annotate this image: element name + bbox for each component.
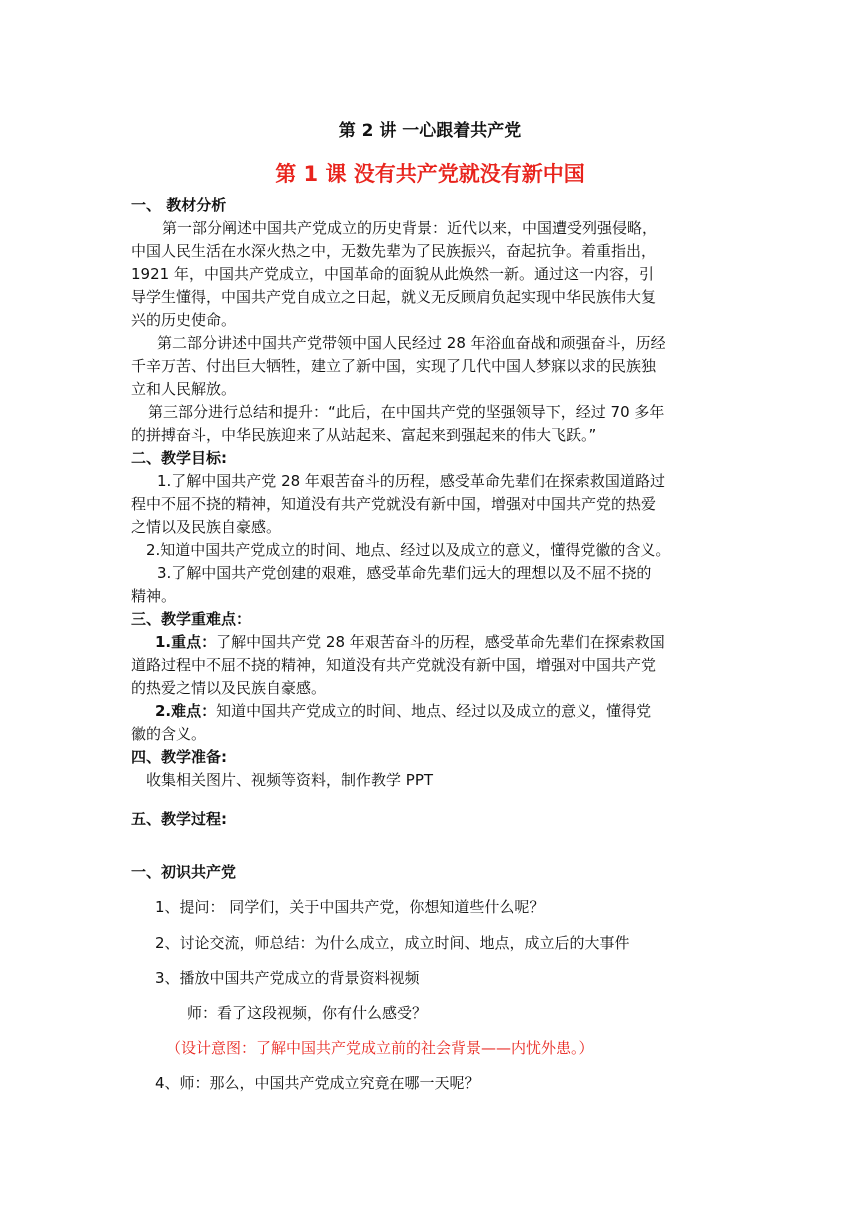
paragraph-line: 程中不屈不挠的精神，知道没有共产党就没有新中国，增强对中国共产党的热爱 (131, 495, 657, 513)
step-line: 3、播放中国共产党成立的背景资料视频 (155, 969, 420, 987)
lesson-title: 第 1 课 没有共产党就没有新中国 (275, 162, 585, 186)
paragraph-line: 1921 年，中国共产党成立，中国革命的面貌从此焕然一新。通过这一内容，引 (131, 265, 654, 283)
step-line: 2、讨论交流，师总结：为什么成立，成立时间、地点，成立后的大事件 (155, 934, 630, 952)
paragraph-line: 徽的含义。 (131, 725, 207, 743)
paragraph-line (155, 631, 755, 653)
paragraph-line: 立和人民解放。 (131, 380, 237, 398)
step-line: 4、师：那么，中国共产党成立究竟在哪一天呢？ (155, 1074, 480, 1092)
difficult-point-text: 知道中国共产党成立的时间、地点、经过以及成立的意义，懂得党 (216, 702, 652, 720)
paragraph-line: 兴的历史使命。 (131, 311, 237, 329)
step-line: 1、提问： 同学们，关于中国共产党，你想知道些什么呢？ (155, 898, 545, 916)
paragraph-line: 精神。 (131, 587, 177, 605)
paragraph-line: 1.了解中国共产党 28 年艰苦奋斗的历程，感受革命先辈们在探索救国道路过 (157, 472, 665, 490)
paragraph-line: 道路过程中不屈不挠的精神，知道没有共产党就没有新中国，增强对中国共产党 (131, 656, 657, 674)
paragraph-line: 的热爱之情以及民族自豪感。 (131, 679, 327, 697)
design-intent-note: （设计意图：了解中国共产党成立前的社会背景——内忧外患。） (166, 1039, 594, 1057)
paragraph-line: 第三部分进行总结和提升：“此后，在中国共产党的坚强领导下，经过 70 多年 (148, 403, 665, 421)
paragraph-line: 中国人民生活在水深火热之中，无数先辈为了民族振兴，奋起抗争。着重指出， (131, 242, 657, 260)
lecture-title: 第 2 讲 一心跟着共产党 (338, 121, 522, 141)
section-heading-analysis: 一、 教材分析 (131, 196, 227, 214)
paragraph-line: 3.了解中国共产党创建的艰难，感受革命先辈们远大的理想以及不屈不挠的 (157, 564, 652, 582)
section-heading-process: 五、教学过程: (131, 810, 227, 828)
paragraph-line: 之情以及民族自豪感。 (131, 518, 282, 536)
key-point-label: 1.重点： (155, 633, 217, 651)
step-line: 师：看了这段视频，你有什么感受？ (187, 1004, 428, 1022)
paragraph-line: 第二部分讲述中国共产党带领中国人民经过 28 年浴血奋战和顽强奋斗，历经 (157, 334, 666, 352)
paragraph-line (155, 700, 755, 722)
section-heading-goals: 二、教学目标: (131, 449, 227, 467)
difficult-point-label: 2.难点： (155, 702, 217, 720)
section-heading-key-points: 三、教学重难点： (131, 610, 252, 628)
paragraph-line: 的拼搏奋斗，中华民族迎来了从站起来、富起来到强起来的伟大飞跃。” (131, 426, 597, 444)
paragraph-line: 导学生懂得，中国共产党自成立之日起，就义无反顾肩负起实现中华民族伟大复 (131, 288, 657, 306)
paragraph-line: 第一部分阐述中国共产党成立的历史背景：近代以来，中国遭受列强侵略， (162, 219, 658, 237)
section-heading-preparation: 四、教学准备: (131, 748, 227, 766)
paragraph-line: 2.知道中国共产党成立的时间、地点、经过以及成立的意义，懂得党徽的含义。 (146, 541, 671, 559)
paragraph-line: 千辛万苦、付出巨大牺牲，建立了新中国，实现了几代中国人梦寐以求的民族独 (131, 357, 657, 375)
paragraph-line: 收集相关图片、视频等资料，制作教学 PPT (146, 771, 434, 789)
key-point-text: 了解中国共产党 28 年艰苦奋斗的历程，感受革命先辈们在探索救国 (216, 633, 665, 651)
part-heading: 一、初识共产党 (131, 863, 237, 881)
